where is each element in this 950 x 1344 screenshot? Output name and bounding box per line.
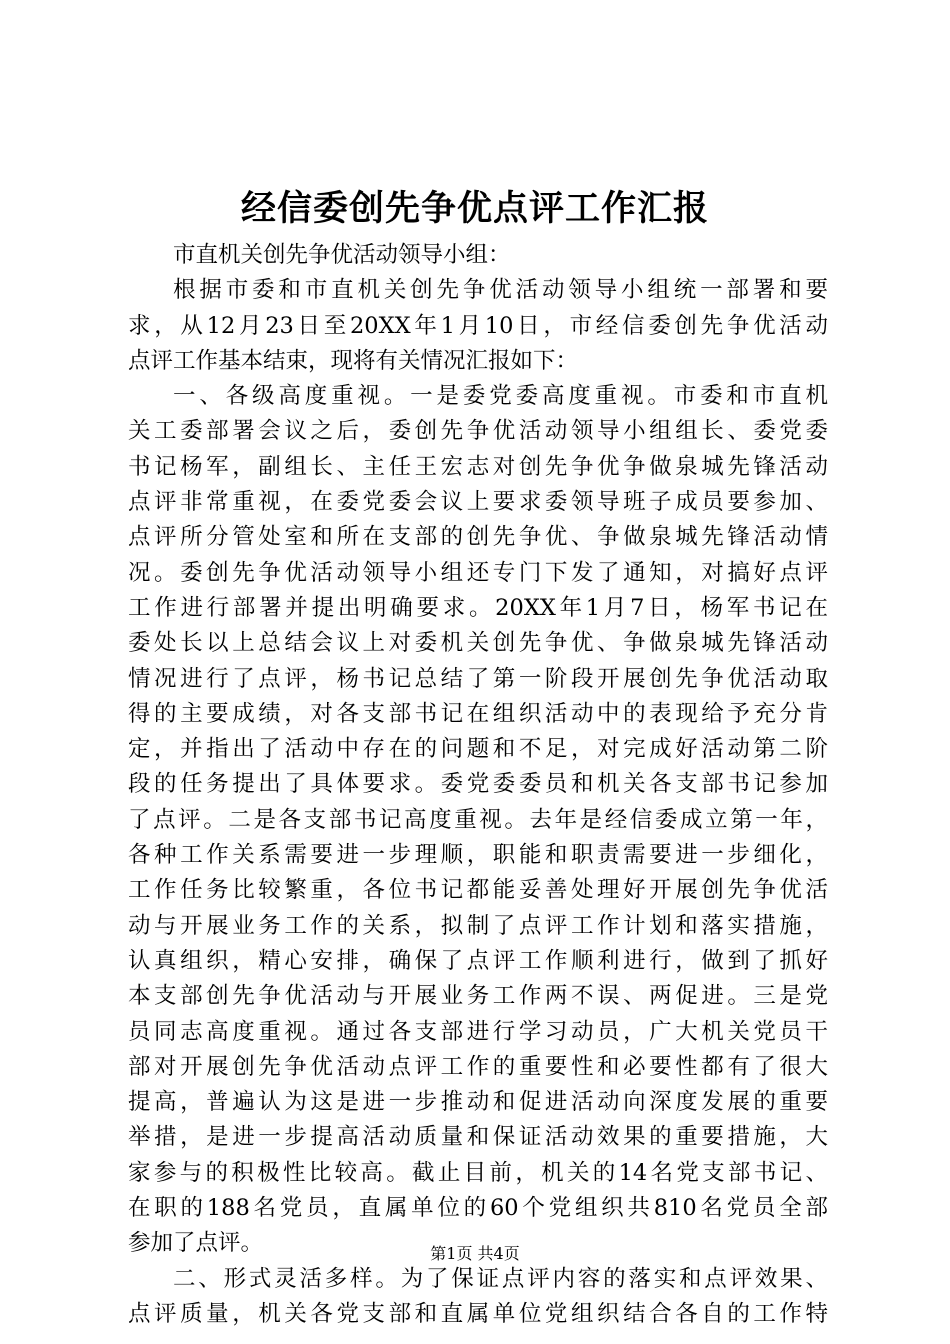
body-line: 员同志高度重视。通过各支部进行学习动员，广大机关党员干 bbox=[128, 1018, 828, 1045]
document-title: 经信委创先争优点评工作汇报 bbox=[240, 188, 709, 229]
body-line: 点评非常重视，在委党委会议上要求委领导班子成员要参加、 bbox=[128, 489, 828, 516]
body-line: 求，从12月23日至20XX年1月10日，市经信委创先争优活动 bbox=[128, 312, 828, 339]
document-body bbox=[128, 238, 828, 1332]
body-line: 定，并指出了活动中存在的问题和不足，对完成好活动第二阶 bbox=[128, 736, 828, 763]
body-line: 一、各级高度重视。一是委党委高度重视。市委和市直机 bbox=[173, 383, 828, 410]
body-line: 点评所分管处室和所在支部的创先争优、争做泉城先锋活动情 bbox=[128, 524, 828, 551]
body-line: 家参与的积极性比较高。截止目前，机关的14名党支部书记、 bbox=[128, 1159, 828, 1186]
body-line: 关工委部署会议之后，委创先争优活动领导小组组长、委党委 bbox=[128, 418, 828, 445]
body-line: 本支部创先争优活动与开展业务工作两不误、两促进。三是党 bbox=[128, 983, 828, 1010]
body-line: 工作任务比较繁重，各位书记都能妥善处理好开展创先争优活 bbox=[128, 877, 828, 904]
body-line: 动与开展业务工作的关系，拟制了点评工作计划和落实措施， bbox=[128, 912, 828, 939]
body-line: 得的主要成绩，对各支部书记在组织活动中的表现给予充分肯 bbox=[128, 700, 828, 727]
body-line: 点评质量，机关各党支部和直属单位党组织结合各自的工作特 bbox=[128, 1300, 828, 1327]
body-line: 提高，普遍认为这是进一步推动和促进活动向深度发展的重要 bbox=[128, 1089, 828, 1116]
body-line: 点评工作基本结束，现将有关情况汇报如下： bbox=[128, 347, 579, 374]
body-line: 参加了点评。 bbox=[128, 1230, 264, 1257]
body-line: 部对开展创先争优活动点评工作的重要性和必要性都有了很大 bbox=[128, 1053, 828, 1080]
body-line: 段的任务提出了具体要求。委党委委员和机关各支部书记参加 bbox=[128, 771, 828, 798]
body-line: 工作进行部署并提出明确要求。20XX年1月7日，杨军书记在 bbox=[128, 594, 828, 621]
body-line: 二、形式灵活多样。为了保证点评内容的落实和点评效果、 bbox=[173, 1265, 828, 1292]
body-line: 认真组织，精心安排，确保了点评工作顺利进行，做到了抓好 bbox=[128, 947, 828, 974]
salutation-line: 市直机关创先争优活动领导小组： bbox=[173, 242, 511, 268]
body-line: 书记杨军，副组长、主任王宏志对创先争优争做泉城先锋活动 bbox=[128, 453, 828, 480]
page-footer: 第1页 共4页 bbox=[430, 1244, 520, 1263]
body-line: 举措，是进一步提高活动质量和保证活动效果的重要措施，大 bbox=[128, 1124, 828, 1151]
body-line: 了点评。二是各支部书记高度重视。去年是经信委成立第一年， bbox=[128, 806, 828, 833]
body-line: 情况进行了点评，杨书记总结了第一阶段开展创先争优活动取 bbox=[128, 665, 828, 692]
body-line: 在职的188名党员，直属单位的60个党组织共810名党员全部 bbox=[128, 1195, 828, 1222]
body-line: 各种工作关系需要进一步理顺，职能和职责需要进一步细化， bbox=[128, 842, 828, 869]
body-line: 根据市委和市直机关创先争优活动领导小组统一部署和要 bbox=[173, 277, 828, 304]
body-line: 委处长以上总结会议上对委机关创先争优、争做泉城先锋活动 bbox=[128, 630, 828, 657]
body-line: 况。委创先争优活动领导小组还专门下发了通知，对搞好点评 bbox=[128, 559, 828, 586]
